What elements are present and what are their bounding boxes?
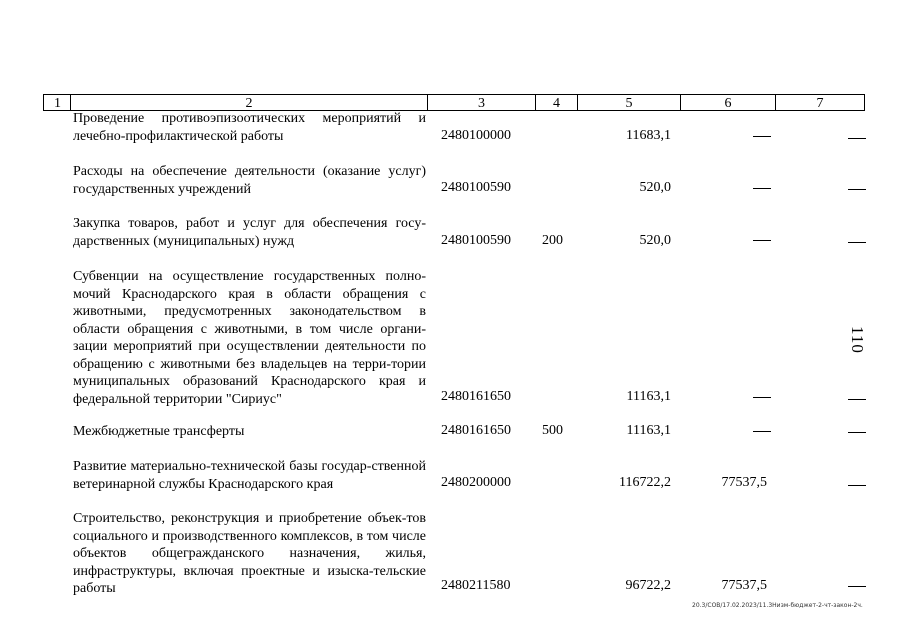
row-description: Субвенции на осуществление государственных полно-мочий Краснодарского края в области обращения с животными, предусмотренных законодательством в области обращения с животными, в том числе органи-зации мероприятий при осуществлении деятельности по обращению с животными без владельцев на терри-тории муниципальных образований Краснодарского края и федеральной территории "Сириус" [73, 269, 426, 407]
header-col-2: 2 [71, 95, 428, 110]
header-col-1: 1 [44, 95, 71, 110]
row-col5: 11163,1 [626, 389, 671, 404]
row-code: 2480161650 [441, 423, 511, 438]
row-description: Расходы на обеспечение деятельности (оказание услуг) государственных учреждений [73, 164, 426, 197]
dash-col7 [848, 586, 866, 587]
row-code: 2480211580 [441, 578, 511, 593]
row-description: Развитие материально-технической базы государ-ственной ветеринарной службы Краснодарского края [73, 459, 426, 492]
header-col-5: 5 [578, 95, 681, 110]
dash-col7 [848, 138, 866, 139]
row-code: 2480100590 [441, 233, 511, 248]
row-description: Закупка товаров, работ и услуг для обеспечения госу-дарственных (муниципальных) нужд [73, 216, 426, 249]
dash-col7 [848, 399, 866, 400]
row-col5: 520,0 [639, 233, 671, 248]
dash-col7 [848, 432, 866, 433]
dash-col6 [753, 136, 771, 137]
header-col-7: 7 [816, 96, 824, 111]
dash-col7 [848, 485, 866, 486]
row-description: Строительство, реконструкция и приобретение объек-тов социального и производственного комплексов, в том числе объектов общегражданского назначения, жилья, инфраструктуры, включая проектные и изыска-тельские работы [73, 511, 426, 596]
row-col6: 77537,5 [721, 475, 767, 490]
header-col-4: 4 [536, 95, 578, 110]
row-type: 200 [542, 233, 563, 248]
row-type: 500 [542, 423, 563, 438]
dash-col6 [753, 431, 771, 432]
header-col-6: 6 [681, 95, 776, 110]
dash-col6 [753, 397, 771, 398]
row-description: Проведение противоэпизоотических мероприятий и лечебно-профилактической работы [73, 111, 426, 144]
dash-col6 [753, 240, 771, 241]
row-col5: 11683,1 [626, 128, 671, 143]
page-number: 110 [848, 326, 867, 354]
row-description: Межбюджетные трансферты [73, 424, 245, 439]
row-col5: 520,0 [639, 180, 671, 195]
dash-col6 [753, 188, 771, 189]
row-code: 2480161650 [441, 389, 511, 404]
row-col5: 96722,2 [625, 578, 671, 593]
header-col-3: 3 [428, 95, 536, 110]
dash-col7 [848, 242, 866, 243]
row-code: 2480100590 [441, 180, 511, 195]
row-code: 2480200000 [441, 475, 511, 490]
table-header [43, 94, 865, 111]
footer-reference: 20.3/СОВ/17.02.2023/11.3Низм-бюджет-2-чт-закон-2ч. [692, 602, 863, 609]
dash-col7 [848, 189, 866, 190]
row-code: 2480100000 [441, 128, 511, 143]
row-col6: 77537,5 [721, 578, 767, 593]
row-col5: 116722,2 [619, 475, 671, 490]
row-col5: 11163,1 [626, 423, 671, 438]
